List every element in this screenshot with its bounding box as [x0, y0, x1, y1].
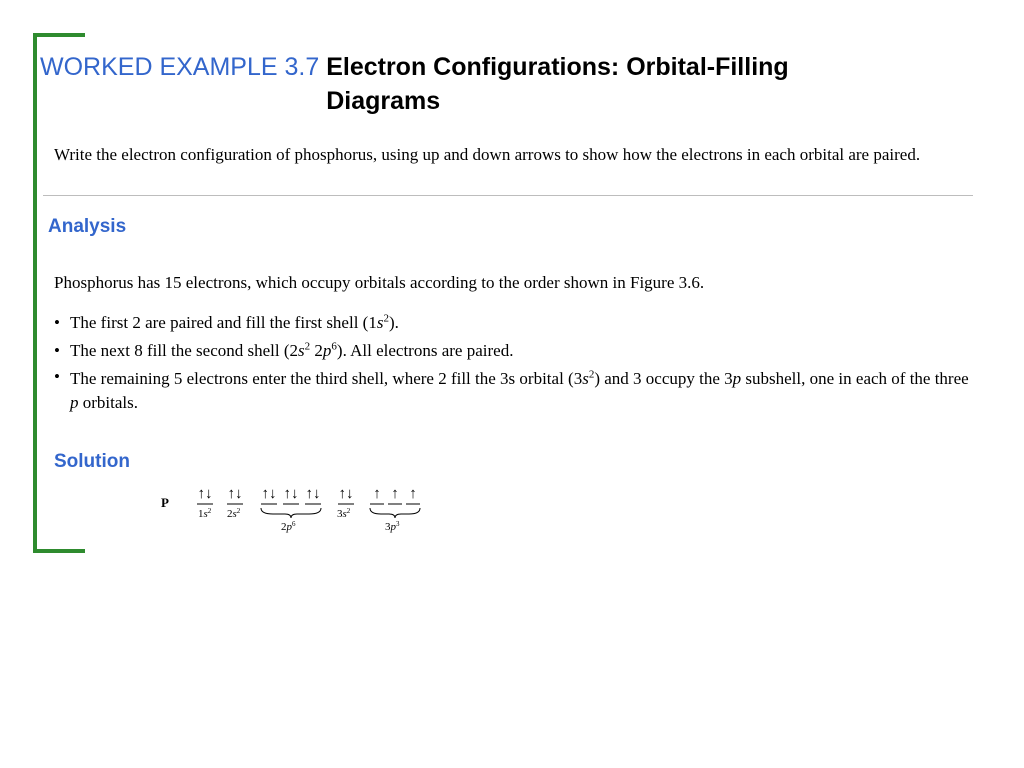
subshell-letter: s [582, 369, 589, 388]
orbital-filling-diagram [155, 480, 435, 545]
divider [43, 195, 973, 196]
bullet-text: subshell, one in each of the three [741, 369, 969, 388]
subshell-letter: p [70, 393, 79, 412]
list-item [54, 309, 974, 337]
element-symbol: P [161, 495, 169, 510]
superscript: 2 [304, 340, 311, 353]
analysis-bullet-list [54, 309, 974, 415]
arrow-pair: ↑↓ [227, 486, 243, 502]
subshell-letter: p [732, 369, 742, 388]
superscript: 6 [331, 340, 337, 353]
orbital-label: $1s^2$ [198, 507, 212, 520]
arrow-up: ↑ [391, 486, 399, 502]
subshell-brace [261, 508, 321, 518]
worked-example-title: Electron Configurations: Orbital-Filling Diagrams [326, 53, 789, 115]
orbital-2s [227, 486, 243, 520]
analysis-heading: Analysis [48, 216, 127, 237]
solution-heading: Solution [54, 451, 130, 472]
bullet-text: 2 [310, 341, 323, 360]
superscript: 2 [383, 312, 389, 325]
bullet-text: ). All electrons are paired. [336, 341, 514, 360]
subshell-letter: s [376, 313, 384, 332]
arrow-pair: ↑↓ [283, 486, 299, 502]
arrow-pair: ↑↓ [197, 486, 213, 502]
bullet-marker: • [54, 341, 60, 360]
arrow-up: ↑ [409, 486, 417, 502]
bullet-text: The remaining 5 electrons enter the third shell, where 2 fill the 3s orbital (3 [70, 369, 583, 388]
analysis-paragraph: Phosphorus has 15 electrons, which occupy orbitals according to the order shown in Figure 3.6. [54, 273, 705, 292]
bullet-marker: • [54, 313, 60, 332]
orbital-1s [197, 486, 213, 520]
arrow-pair: ↑↓ [261, 486, 277, 502]
arrow-pair: ↑↓ [338, 486, 354, 502]
bullet-text: ) and 3 occupy the 3 [594, 369, 733, 388]
subshell-brace [370, 508, 420, 518]
orbital-label: $2s^2$ [227, 507, 241, 520]
slide-title [40, 50, 940, 118]
list-item [54, 365, 974, 415]
orbital-label: $3p^3$ [385, 520, 400, 533]
bullet-text: ). [388, 313, 399, 332]
bullet-marker: • [54, 367, 60, 386]
orbital-label: $2p^6$ [281, 520, 296, 533]
bullet-text: The next 8 fill the second shell (2 [70, 341, 299, 360]
arrow-up: ↑ [373, 486, 381, 502]
arrow-pair: ↑↓ [305, 486, 321, 502]
superscript: 2 [588, 368, 595, 381]
orbital-2p [261, 486, 321, 533]
orbital-label: $3s^2$ [337, 507, 351, 520]
subshell-letter: p [322, 341, 332, 360]
worked-example-label: WORKED EXAMPLE 3.7 [40, 53, 320, 81]
orbital-3s [337, 486, 354, 520]
bullet-text: The first 2 are paired and fill the first shell (1 [70, 313, 377, 332]
bullet-text: orbitals. [78, 393, 138, 412]
subshell-letter: s [298, 341, 305, 360]
orbital-3p [370, 486, 420, 533]
list-item [54, 337, 974, 365]
problem-statement: Write the electron configuration of phosphorus, using up and down arrows to show how the electrons in each orbital are paired. [54, 145, 921, 164]
